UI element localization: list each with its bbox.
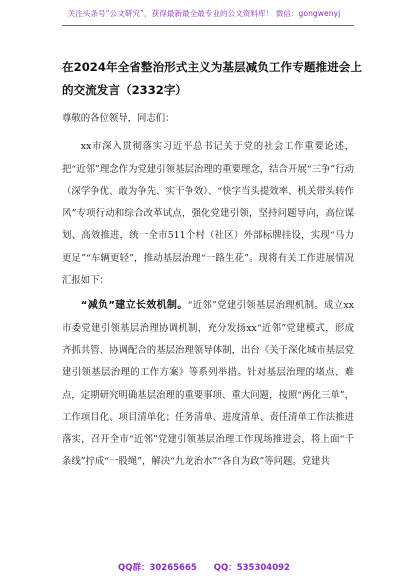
- footer-qq-group: QQ群：30265665: [118, 563, 197, 573]
- header-divider: [62, 25, 354, 26]
- paragraph-2-lead: “减负”建立长效机制。: [80, 300, 188, 312]
- paragraph-2: [62, 295, 354, 473]
- document-body: [62, 108, 354, 474]
- greeting: 尊敬的各位领导，同志们：: [62, 113, 175, 124]
- paragraph-1: xx市深入贯彻落实习近平总书记关于党的社会工作重要论述，把“近邻”理念作为党建引领基层治理的重要理念，结合开展“三争”行动（深学争优、敢为争先、实干争效）、“快字当头提效率、机关带头转作风”专项行动和综合改革试点，强化党建引领，坚持问题导向，高位谋划、高效推进，统一全市511个村（社区）外部标牌挂设，实现“马力更足”“车辆更轻”，推动基层治理“一路生花”。现将有关工作进展情况汇报如下：: [62, 141, 354, 287]
- document-title: 在2024年全省整治形式主义为基层减负工作专题推进会上的交流发言（2332字）: [62, 60, 362, 97]
- footer-qq: QQ：535304092: [213, 563, 290, 573]
- header-banner: 关注头条号“公文研究”，获得最新最全最专业的公文资料库！ 微信：gongwenyj: [67, 9, 341, 18]
- paragraph-2-body: “近邻”党建引领基层治理机制。成立xx市委党建引领基层治理协调机制，充分发扬xx“近邻”党建模式，形成齐抓共管、协调配合的基层治理领导体制，出台《关于深化城市基层党建引领基层治理的工作方案》等系列举措。针对基层治理的堵点、难点，定期研究明确基层治理的重要事项、重大问题，按照“两化三单”，工作项目化、项目清单化；任务清单、进度清单、责任清单工作法推进落实，召开全市“近邻”党建引领基层治理工作现场推进会，将上面“千条线”拧成“一股绳”，解决“九龙治水”“各自为政”等问题。党建共: [62, 300, 354, 468]
- footer-contact: [0, 561, 408, 573]
